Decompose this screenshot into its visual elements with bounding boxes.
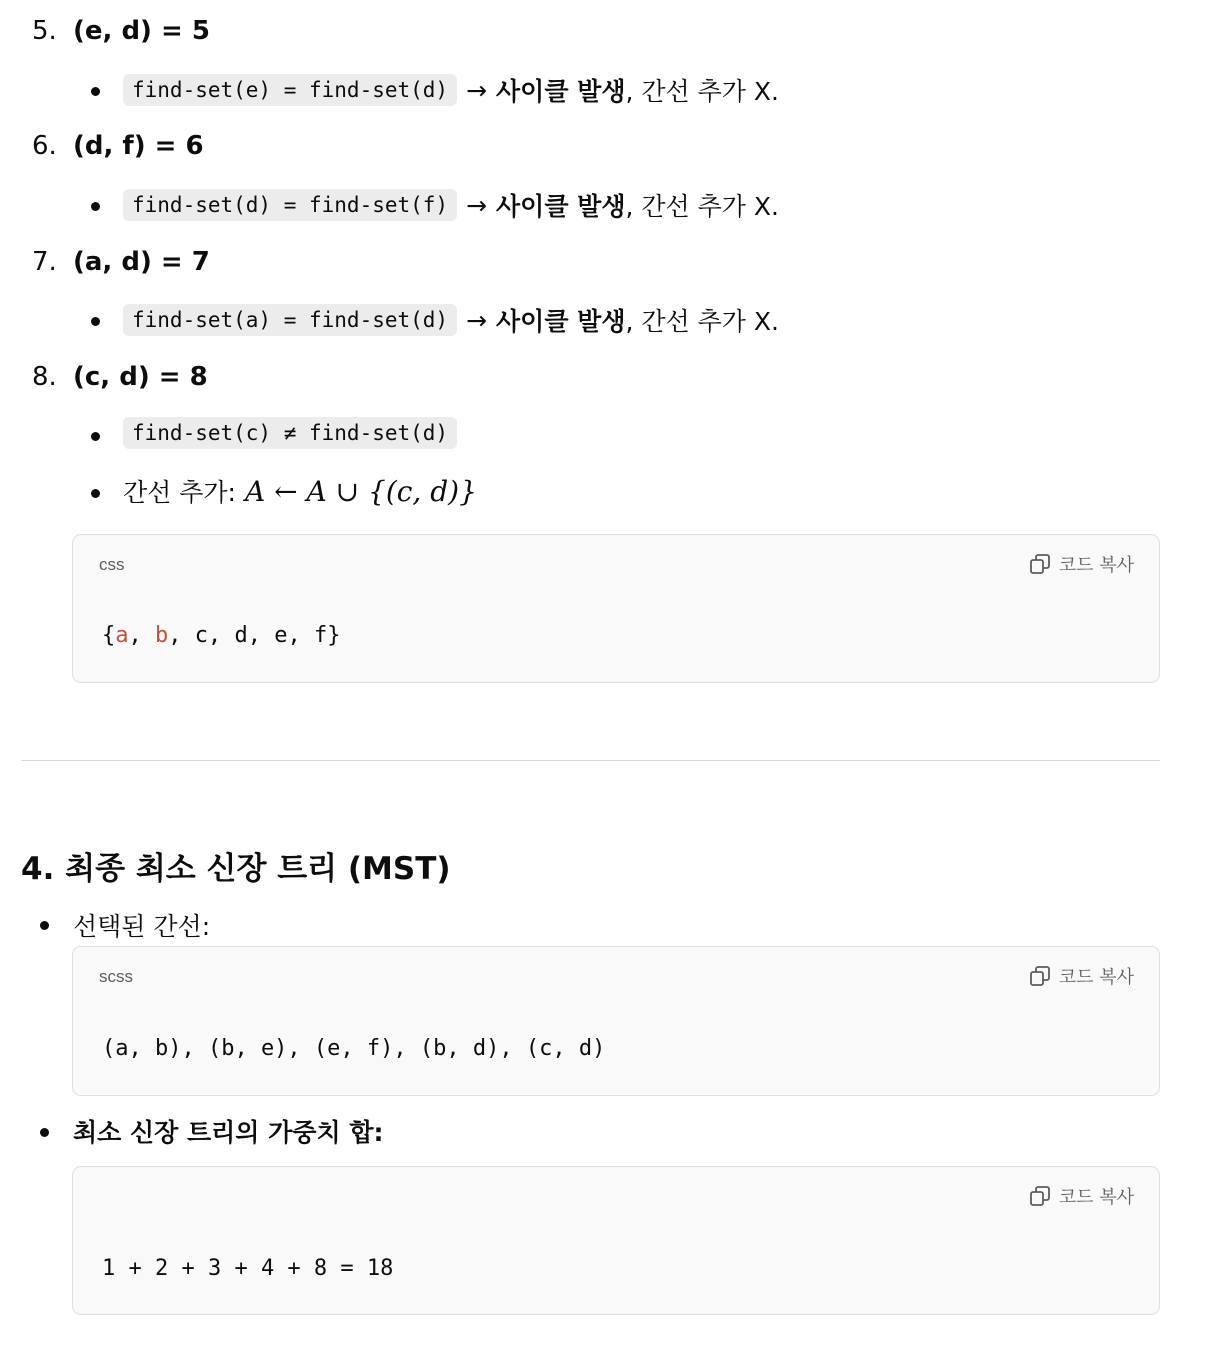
step-number: 8. — [32, 362, 57, 392]
step-edge-heading: (d, f) = 6 — [73, 131, 204, 161]
section-divider — [21, 760, 1160, 761]
copy-code-label: 코드 복사 — [1058, 555, 1134, 576]
math-formula — [245, 475, 477, 508]
arrow-icon: → — [466, 305, 488, 335]
result-text: , 간선 추가 X. — [625, 77, 779, 106]
arrow-icon: → — [466, 75, 488, 105]
code-content: (a, b), (b, e), (e, f), (b, d), (c, d) — [102, 1036, 606, 1061]
arrow-icon: → — [466, 190, 488, 220]
result-bold: 사이클 발생 — [496, 77, 626, 106]
bullet — [91, 317, 100, 326]
code-block — [72, 946, 1160, 1096]
code-block — [72, 1166, 1160, 1315]
edge-add-label: 간선 추가: — [123, 478, 236, 507]
result-bold: 사이클 발생 — [496, 192, 626, 221]
math-set: {(c, d)} — [368, 474, 477, 508]
code-token: a — [115, 623, 129, 648]
copy-code-label: 코드 복사 — [1058, 1187, 1134, 1208]
code-token: b — [155, 623, 169, 648]
result-bold: 사이클 발생 — [496, 307, 626, 336]
step-edge-heading: (a, d) = 7 — [73, 247, 210, 277]
copy-code-button[interactable] — [1029, 1183, 1134, 1209]
bullet — [91, 202, 100, 211]
code-token: , — [128, 623, 155, 648]
edge-add-line — [123, 473, 477, 509]
code-token: , c, d, e, f} — [168, 623, 341, 648]
result-text: , 간선 추가 X. — [625, 192, 779, 221]
step-number: 6. — [32, 131, 57, 161]
code-language: css — [99, 555, 125, 574]
bullet — [91, 432, 100, 441]
step-detail — [123, 187, 779, 223]
inline-code: find-set(a) = find-set(d) — [123, 304, 457, 336]
selected-edges-label: 선택된 간선: — [73, 912, 211, 941]
code-block — [72, 534, 1160, 683]
copy-icon — [1029, 553, 1051, 575]
bullet — [40, 1128, 49, 1137]
code-language: scss — [99, 967, 133, 986]
step-detail — [123, 72, 779, 108]
math-union: ∪ — [335, 474, 360, 508]
inline-code: find-set(e) = find-set(d) — [123, 74, 457, 106]
step-detail — [123, 302, 779, 338]
code-token: { — [102, 623, 116, 648]
step-number: 5. — [32, 16, 57, 46]
inline-code: find-set(c) ≠ find-set(d) — [123, 417, 457, 449]
math-var: A — [244, 474, 266, 508]
math-arrow: ← — [274, 474, 298, 508]
copy-code-button[interactable] — [1029, 963, 1134, 989]
copy-code-label: 코드 복사 — [1058, 967, 1134, 988]
step-edge-heading: (e, d) = 5 — [73, 16, 210, 46]
code-content — [102, 623, 340, 648]
bullet — [40, 921, 49, 930]
step-number: 7. — [32, 247, 57, 277]
copy-code-button[interactable] — [1029, 551, 1134, 577]
weight-sum-label: 최소 신장 트리의 가중치 합: — [73, 1118, 384, 1147]
step-edge-heading: (c, d) = 8 — [73, 362, 208, 392]
result-text: , 간선 추가 X. — [625, 307, 779, 336]
bullet — [91, 489, 100, 498]
code-content: 1 + 2 + 3 + 4 + 8 = 18 — [102, 1256, 394, 1281]
copy-icon — [1029, 965, 1051, 987]
step-detail — [123, 417, 457, 449]
bullet — [91, 87, 100, 96]
math-var: A — [306, 474, 327, 508]
copy-icon — [1029, 1185, 1051, 1207]
inline-code: find-set(d) = find-set(f) — [123, 189, 457, 221]
section-title: 4. 최종 최소 신장 트리 (MST) — [21, 851, 451, 887]
